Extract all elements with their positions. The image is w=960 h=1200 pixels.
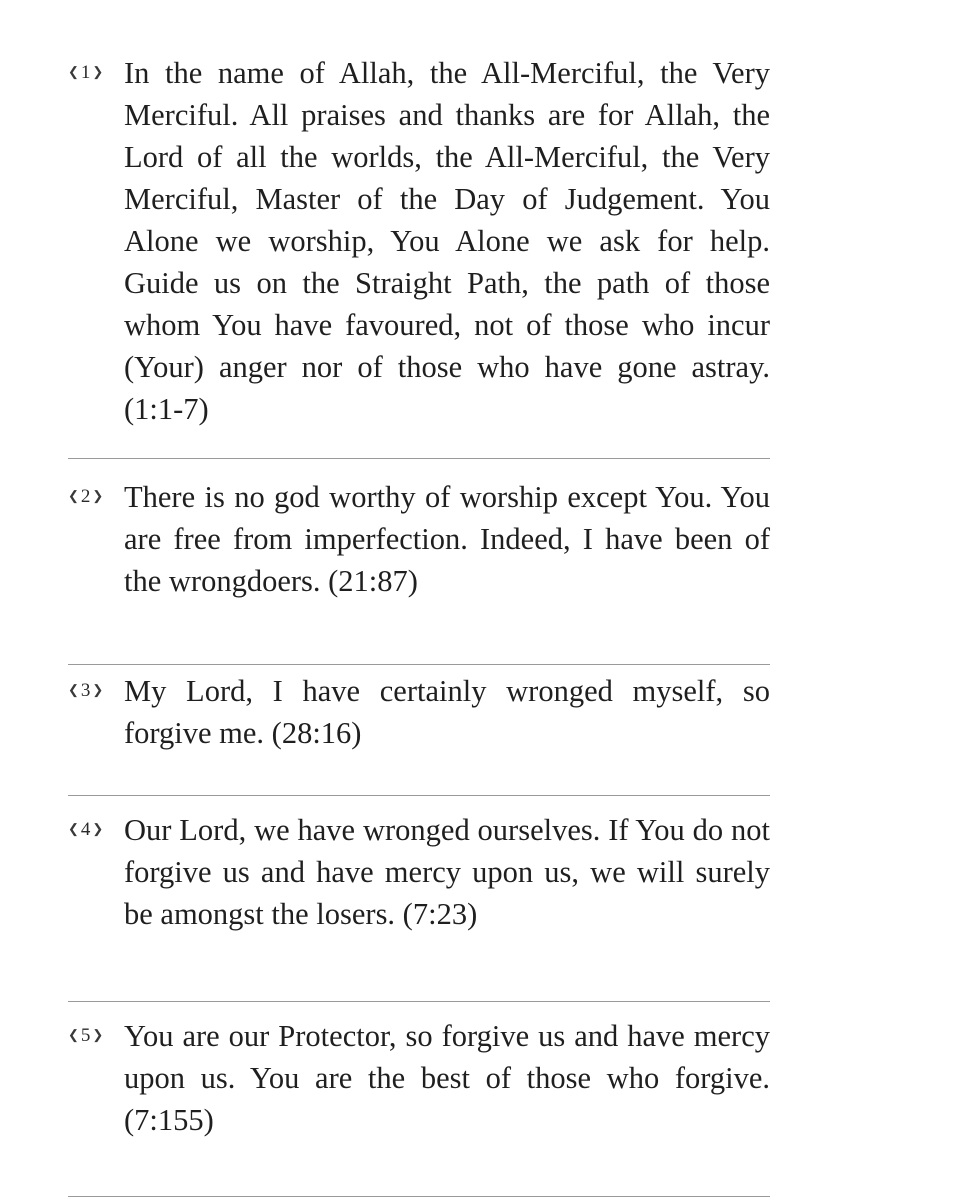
ornament-right-icon: ❯ bbox=[92, 1027, 104, 1042]
divider bbox=[68, 458, 770, 459]
verse-number: 1 bbox=[80, 62, 91, 83]
ornament-left-icon: ❮ bbox=[68, 64, 79, 79]
supplication-2 bbox=[68, 476, 770, 602]
verse-marker bbox=[68, 476, 124, 518]
verse-marker bbox=[68, 809, 124, 851]
supplication-text: Our Lord, we have wronged ourselves. If You do not forgive us and have mercy upon us, we will surely be amongst the losers. (7:23) bbox=[124, 813, 770, 931]
divider bbox=[68, 1196, 770, 1197]
verse-number: 2 bbox=[80, 486, 91, 507]
supplication-1 bbox=[68, 52, 770, 430]
divider bbox=[68, 795, 770, 796]
supplication-text: In the name of Allah, the All-Merciful, the Very Merciful. All praises and thanks are for Allah, the Lord of all the worlds, the All-Merciful, the Very Merciful, Master of the Day of Judgement. You Alone we worship, You Alone we ask for help. Guide us on the Straight Path, the path of those whom You have favoured, not of those who incur (Your) anger nor of those who have gone astray. (1:1-7) bbox=[124, 56, 770, 426]
ornament-left-icon: ❮ bbox=[68, 1027, 79, 1042]
ornament-right-icon: ❯ bbox=[92, 64, 104, 79]
verse-marker bbox=[68, 1015, 124, 1057]
divider bbox=[68, 664, 770, 665]
verse-number: 5 bbox=[80, 1025, 91, 1046]
supplication-3 bbox=[68, 670, 770, 754]
supplication-text: There is no god worthy of worship except You. You are free from imperfection. Indeed, I have been of the wrongdoers. (21:87) bbox=[124, 480, 770, 598]
ornament-right-icon: ❯ bbox=[92, 821, 104, 836]
ornament-left-icon: ❮ bbox=[68, 821, 79, 836]
verse-number: 3 bbox=[80, 680, 91, 701]
ornament-right-icon: ❯ bbox=[92, 488, 104, 503]
ornament-left-icon: ❮ bbox=[68, 488, 79, 503]
supplication-5 bbox=[68, 1015, 770, 1141]
supplication-text: You are our Protector, so forgive us and have mercy upon us. You are the best of those who forgive. (7:155) bbox=[124, 1019, 770, 1137]
verse-marker bbox=[68, 670, 124, 712]
divider bbox=[68, 1001, 770, 1002]
supplication-text: My Lord, I have certainly wronged myself, so forgive me. (28:16) bbox=[124, 674, 770, 750]
ornament-right-icon: ❯ bbox=[92, 682, 104, 697]
verse-marker bbox=[68, 52, 124, 94]
verse-number: 4 bbox=[80, 819, 91, 840]
ornament-left-icon: ❮ bbox=[68, 682, 79, 697]
supplication-4 bbox=[68, 809, 770, 935]
